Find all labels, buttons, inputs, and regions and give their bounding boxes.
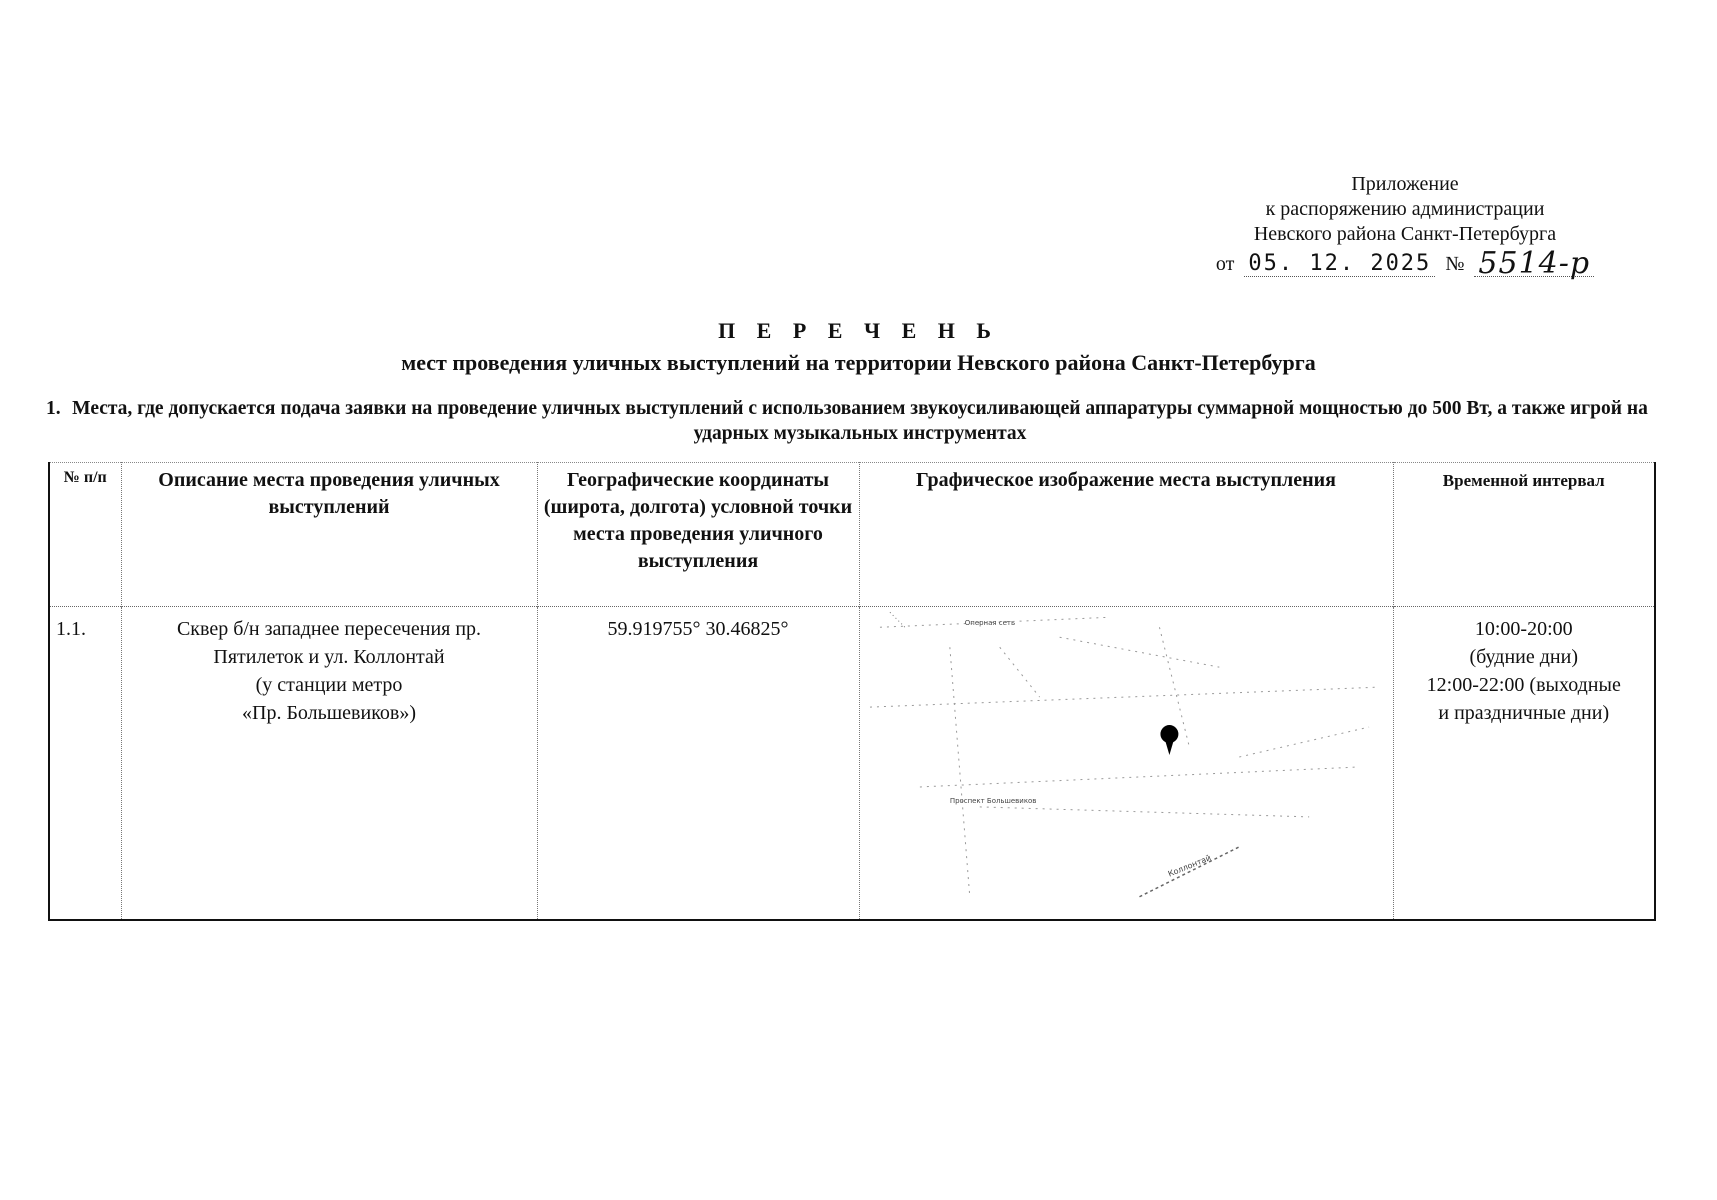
map-label-top: Оперная сеть [964, 619, 1015, 628]
description-line: Сквер б/н западнее пересечения пр. [176, 618, 482, 640]
time-line: (будние дни) [1469, 646, 1578, 668]
table-header-row [49, 463, 1655, 607]
map-label-bottom: Коллонтай [1166, 853, 1212, 879]
time-line: 10:00-20:00 [1474, 618, 1573, 640]
document-subtitle: мест проведения уличных выступлений на территории Невского района Санкт-Петербурга [401, 350, 1316, 375]
table-row [49, 607, 1655, 921]
header-coordinates: Географические координаты (широта, долгота) условной точки места проведения уличного выступления [537, 463, 859, 607]
order-date-number [1180, 246, 1630, 281]
number-prefix: № [1445, 253, 1465, 275]
description-line: «Пр. Большевиков») [242, 702, 416, 724]
map-label-middle: Проспект Большевиков [949, 796, 1036, 805]
description-line: Пятилеток и ул. Коллонтай [213, 646, 445, 668]
section-heading-text: Места, где допускается подача заявки на проведение уличных выступлений с использованием звукоусиливающей аппаратуры суммарной мощностью до 500 Вт, а также игрой на ударных музыкальных инструментах [72, 398, 1648, 444]
appendix-line-2: к распоряжению администрации [1265, 198, 1545, 220]
appendix-line-3: Невского района Санкт-Петербурга [1253, 223, 1557, 245]
location-pin-icon [1160, 725, 1178, 755]
places-table [48, 462, 1656, 921]
appendix-line-1: Приложение [1351, 173, 1459, 195]
row-description [121, 607, 537, 921]
header-description: Описание места проведения уличных выступлений [121, 463, 537, 607]
section-number: 1. [46, 398, 61, 419]
map-sketch [860, 607, 1393, 907]
time-line: и праздничные дни) [1438, 702, 1610, 724]
row-coordinates: 59.919755° 30.46825° [537, 607, 859, 921]
header-image: Графическое изображение места выступления [859, 463, 1393, 607]
location-map [860, 607, 1393, 907]
appendix-block [1180, 172, 1630, 281]
section-heading [40, 396, 1680, 446]
row-map [859, 607, 1393, 921]
time-line: 12:00-22:00 (выходные [1426, 674, 1621, 696]
header-time: Временной интервал [1393, 463, 1655, 607]
document-title: П Е Р Е Ч Е Н Ь [718, 318, 999, 343]
row-time [1393, 607, 1655, 921]
row-num: 1.1. [49, 607, 121, 921]
order-date: 05. 12. 2025 [1244, 251, 1435, 277]
header-num: № п/п [49, 463, 121, 607]
date-prefix: от [1215, 253, 1235, 275]
description-line: (у станции метро [255, 674, 403, 696]
order-number: 5514-р [1474, 251, 1594, 277]
